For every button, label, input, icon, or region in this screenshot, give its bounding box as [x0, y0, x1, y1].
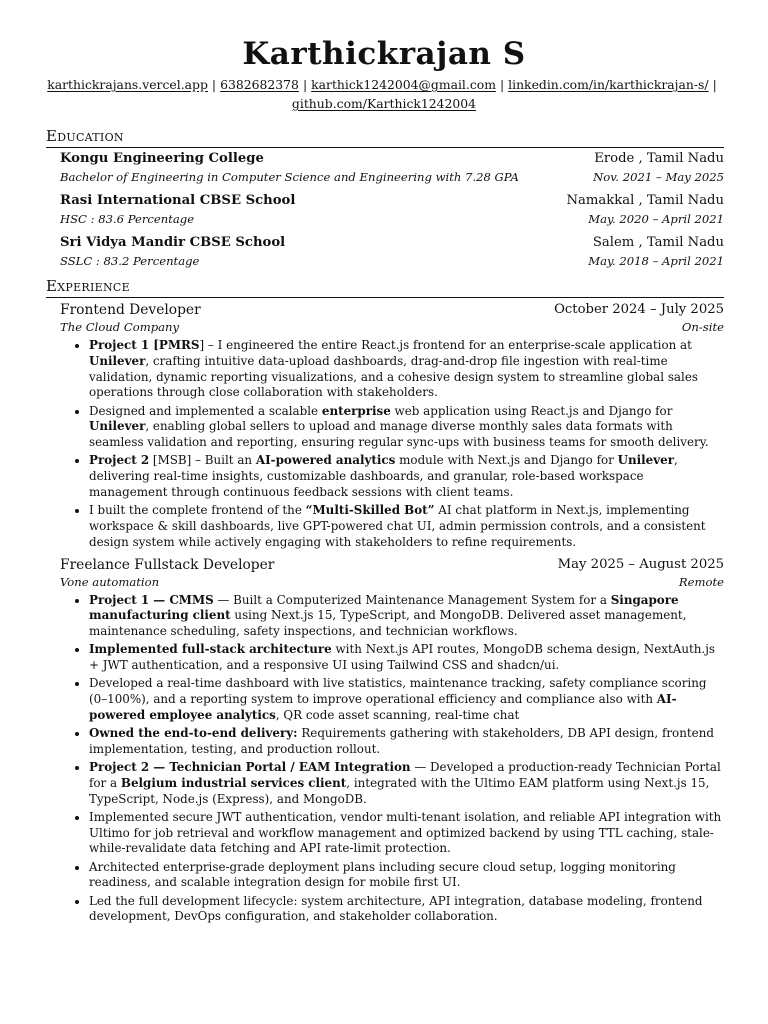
bullet-text: Project 1 — CMMS: [89, 592, 214, 607]
experience-section: [46, 277, 724, 928]
candidate-name: Karthickrajan S: [242, 36, 526, 72]
bullet-text: with Next.js API routes, MongoDB schema design, NextAuth.js + JWT authentication, and a responsive UI using Tailwind CSS and shadcn/ui.: [89, 642, 715, 673]
school-location: Salem , Tamil Nadu: [592, 235, 724, 250]
school-location: Namakkal , Tamil Nadu: [566, 193, 724, 208]
job-bullets: [60, 593, 724, 926]
separator: |: [302, 77, 308, 92]
bullet-text: AI-powered employee analytics: [89, 692, 677, 722]
school-name: Rasi International CBSE School: [60, 193, 296, 208]
bullet-text: Owned the end-to-end delivery:: [89, 726, 298, 741]
bullet-text: Architected enterprise-grade deployment plans including secure cloud setup, logging monitoring readiness, and scalable integration design for mobile first UI.: [89, 859, 676, 890]
bullet-text: Implemented secure JWT authentication, vendor multi-tenant isolation, and reliable API integration with Ultimo for job retrieval and workflow management and optimized backend by using TTL caching, stale-while-revalidate data fetching and API rate-limit protection.: [89, 809, 722, 856]
bullet-text: web application using React.js and Django for: [390, 403, 673, 418]
work-mode: Remote: [678, 574, 724, 589]
separator: |: [499, 77, 505, 92]
bullet-text: Led the full development lifecycle: system architecture, API integration, database modeling, frontend development, DevOps configuration, and stakeholder collaboration.: [89, 893, 703, 924]
company-name: Vone automation: [60, 574, 160, 589]
bullet-text: , delivering real-time insights, customizable dashboards, and granular, role-based workspace management through continuous feedback sessions with client teams.: [89, 453, 678, 499]
school-name: Kongu Engineering College: [60, 151, 264, 166]
school-name: Sri Vidya Mandir CBSE School: [60, 235, 286, 250]
section-title-education: Education: [46, 127, 724, 148]
education-entry: [60, 151, 724, 188]
bullet-text: , crafting intuitive data-upload dashboards, drag-and-drop file ingestion with real-time validation, dynamic reporting visualizations, and a cohesive design system to streamline global sales operations through close collaboration with stakeholders.: [89, 353, 698, 400]
company-name: The Cloud Company: [60, 320, 180, 334]
section-title-experience: Experience: [46, 277, 724, 298]
bullet-text: ] – I engineered the entire React.js frontend for an enterprise-scale application at: [199, 338, 692, 352]
degree: Bachelor of Engineering in Computer Science and Engineering with 7.28 GPA: [60, 170, 519, 184]
bullet-text: , QR code asset scanning, real-time chat: [275, 707, 520, 722]
bullet-item: [89, 810, 724, 857]
separator: |: [712, 77, 717, 92]
bullet-item: [89, 404, 724, 451]
work-mode: On-site: [681, 320, 724, 334]
job-entry: [60, 302, 724, 551]
bullet-text: PMRS: [158, 338, 200, 352]
bullet-text: Unilever: [617, 453, 674, 468]
bullet-text: — Built a Computerized Maintenance Management System for a: [213, 592, 611, 607]
education-section: [46, 127, 724, 272]
bullet-item: [89, 726, 724, 758]
bullet-item: [89, 453, 724, 500]
bullet-text: Implemented full-stack architecture: [89, 642, 332, 657]
degree: SSLC : 83.2 Percentage: [60, 254, 200, 268]
contact-line: [40, 75, 728, 113]
degree: HSC : 83.6 Percentage: [60, 212, 195, 226]
bullet-text: , enabling global sellers to upload and manage diverse monthly sales data formats with seamless validation and reporting, ensuring regular sync-ups with business teams for smooth delivery.: [89, 419, 709, 450]
bullet-text: Project 1 [: [89, 338, 159, 352]
bullet-text: Unilever: [89, 419, 146, 434]
bullet-text: Singapore manufacturing client: [89, 592, 679, 623]
education-dates: Nov. 2021 – May 2025: [593, 170, 724, 184]
education-dates: May. 2020 – April 2021: [588, 212, 724, 226]
bullet-item: [89, 503, 724, 550]
github-link[interactable]: github.com/Karthick1242004: [291, 96, 477, 111]
bullet-text: Unilever: [89, 353, 146, 368]
bullet-item: [89, 860, 724, 892]
bullet-text: Requirements gathering with stakeholders, DB API design, frontend implementation, testing, and production rollout.: [89, 726, 714, 756]
bullet-item: [89, 894, 724, 926]
bullet-text: I built the complete frontend of the: [89, 503, 306, 518]
school-location: Erode , Tamil Nadu: [594, 151, 724, 166]
bullet-text: “Multi-Skilled Bot”: [305, 503, 435, 518]
job-entry: [60, 557, 724, 926]
bullet-text: using Next.js 15, TypeScript, and MongoDB. Delivered asset management, maintenance scheduling, safety inspections, and technician workflows.: [89, 608, 687, 639]
job-role: Frontend Developer: [60, 302, 201, 318]
job-dates: May 2025 – August 2025: [557, 556, 724, 572]
bullet-item: [89, 760, 724, 807]
education-dates: May. 2018 – April 2021: [588, 254, 724, 268]
email-link[interactable]: karthick1242004@gmail.com: [311, 77, 496, 92]
bullet-text: — Developed a production-ready Technician Portal for a: [89, 760, 721, 790]
bullet-text: Designed and implemented a scalable: [89, 403, 322, 418]
bullet-text: AI-powered analytics: [255, 453, 396, 468]
bullet-text: [MSB] – Built an: [149, 453, 256, 468]
job-dates: October 2024 – July 2025: [554, 302, 724, 317]
bullet-text: , integrated with the Ultimo EAM platform using Next.js 15, TypeScript, Node.js (Express), and MongoDB.: [89, 775, 710, 806]
bullet-item: [89, 593, 724, 640]
bullet-text: Project 2 — Technician Portal / EAM Integration: [89, 760, 411, 775]
bullet-text: AI chat platform in Next.js, implementing workspace & skill dashboards, live GPT-powered chat UI, admin permission controls, and a consistent design system while actively engaging with stakeholders to refine requirements.: [89, 503, 706, 549]
phone-link[interactable]: 6382682378: [220, 77, 299, 92]
bullet-text: Developed a real-time dashboard with live statistics, maintenance tracking, safety compliance scoring (0–100%), and a reporting system to improve operational efficiency and compliance also with: [89, 676, 707, 707]
bullet-text: Project 2: [89, 453, 150, 468]
linkedin-link[interactable]: linkedin.com/in/karthickrajan-s/: [508, 77, 709, 92]
bullet-item: [89, 676, 724, 723]
separator: |: [211, 77, 217, 92]
job-bullets: [60, 338, 724, 551]
bullet-text: enterprise: [321, 403, 391, 418]
job-role: Freelance Fullstack Developer: [60, 556, 275, 573]
education-entry: [60, 235, 724, 272]
bullet-item: [89, 642, 724, 674]
bullet-text: Belgium industrial services client: [120, 775, 347, 790]
education-entry: [60, 193, 724, 230]
website-link[interactable]: karthickrajans.vercel.app: [47, 77, 208, 92]
bullet-item: [89, 338, 724, 401]
bullet-text: module with Next.js and Django for: [395, 453, 618, 468]
